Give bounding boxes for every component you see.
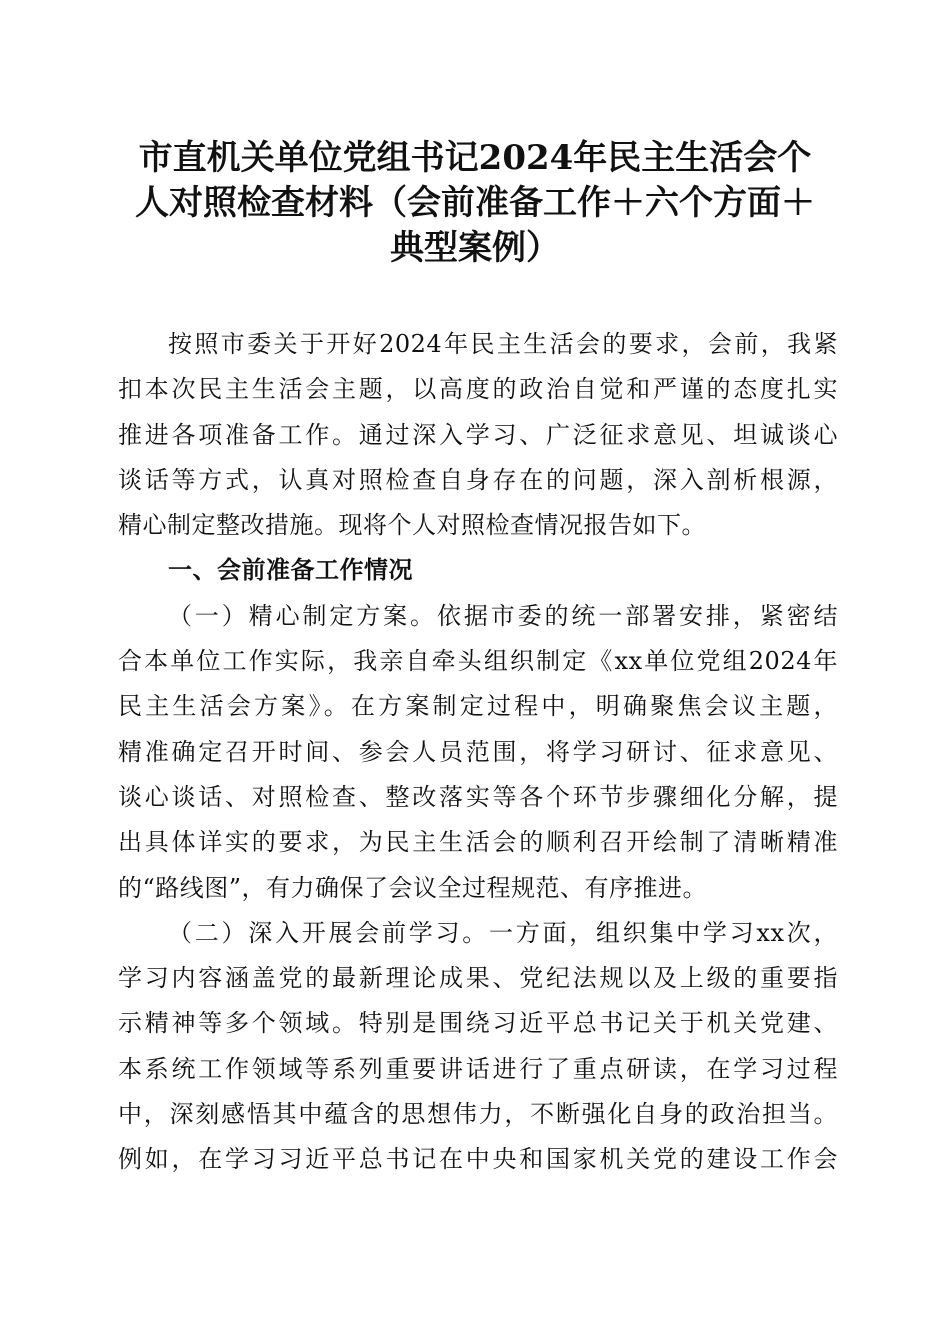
document-title <box>110 136 840 271</box>
paragraph-line: 精心制定整改措施。现将个人对照检查情况报告如下。 <box>118 511 706 540</box>
section-heading: 一、会前准备工作情况 <box>168 556 413 585</box>
paragraph-line: 谈心谈话、对照检查、整改落实等各个环节步骤细化分解，提 <box>118 782 838 811</box>
paragraph-line: 民主生活会方案》。在方案制定过程中，明确聚焦会议主题， <box>118 692 838 721</box>
paragraph-line: 本系统工作领域等系列重要讲话进行了重点研读，在学习过程 <box>118 1054 838 1083</box>
title-line: 典型案例） <box>390 228 560 268</box>
paragraph-line: 中，深刻感悟其中蕴含的思想伟力，不断强化自身的政治担当。 <box>118 1100 838 1129</box>
paragraph-line: 示精神等多个领域。特别是围绕习近平总书记关于机关党建、 <box>118 1009 838 1038</box>
paragraph-line: 扣本次民主生活会主题，以高度的政治自觉和严谨的态度扎实 <box>118 375 838 404</box>
paragraph-line: 学习内容涵盖党的最新理论成果、党纪法规以及上级的重要指 <box>118 964 838 993</box>
paragraph-line: 精准确定召开时间、参会人员范围，将学习研讨、征求意见、 <box>118 737 838 766</box>
paragraph-line: （一）精心制定方案。依据市委的统一部署安排，紧密结 <box>168 601 838 630</box>
paragraph-line: 推进各项准备工作。通过深入学习、广泛征求意见、坦诚谈心 <box>118 420 838 449</box>
paragraph-line: （二）深入开展会前学习。一方面，组织集中学习xx次， <box>168 918 838 947</box>
title-line: 市直机关单位党组书记2024年民主生活会个 <box>138 138 812 178</box>
paragraph-line: 按照市委关于开好2024年民主生活会的要求，会前，我紧 <box>168 330 838 358</box>
document-body <box>118 322 838 1183</box>
paragraph-line: 例如，在学习习近平总书记在中央和国家机关党的建设工作会 <box>118 1145 838 1174</box>
paragraph-line: 谈话等方式，认真对照检查自身存在的问题，深入剖析根源， <box>118 465 838 494</box>
title-line: 人对照检查材料（会前准备工作＋六个方面＋ <box>135 183 815 223</box>
paragraph-line: 的“路线图”，有力确保了会议全过程规范、有序推进。 <box>118 873 708 902</box>
paragraph-line: 合本单位工作实际，我亲自牵头组织制定《xx单位党组2024年 <box>118 647 838 676</box>
paragraph-line: 出具体详实的要求，为民主生活会的顺利召开绘制了清晰精准 <box>118 828 838 857</box>
